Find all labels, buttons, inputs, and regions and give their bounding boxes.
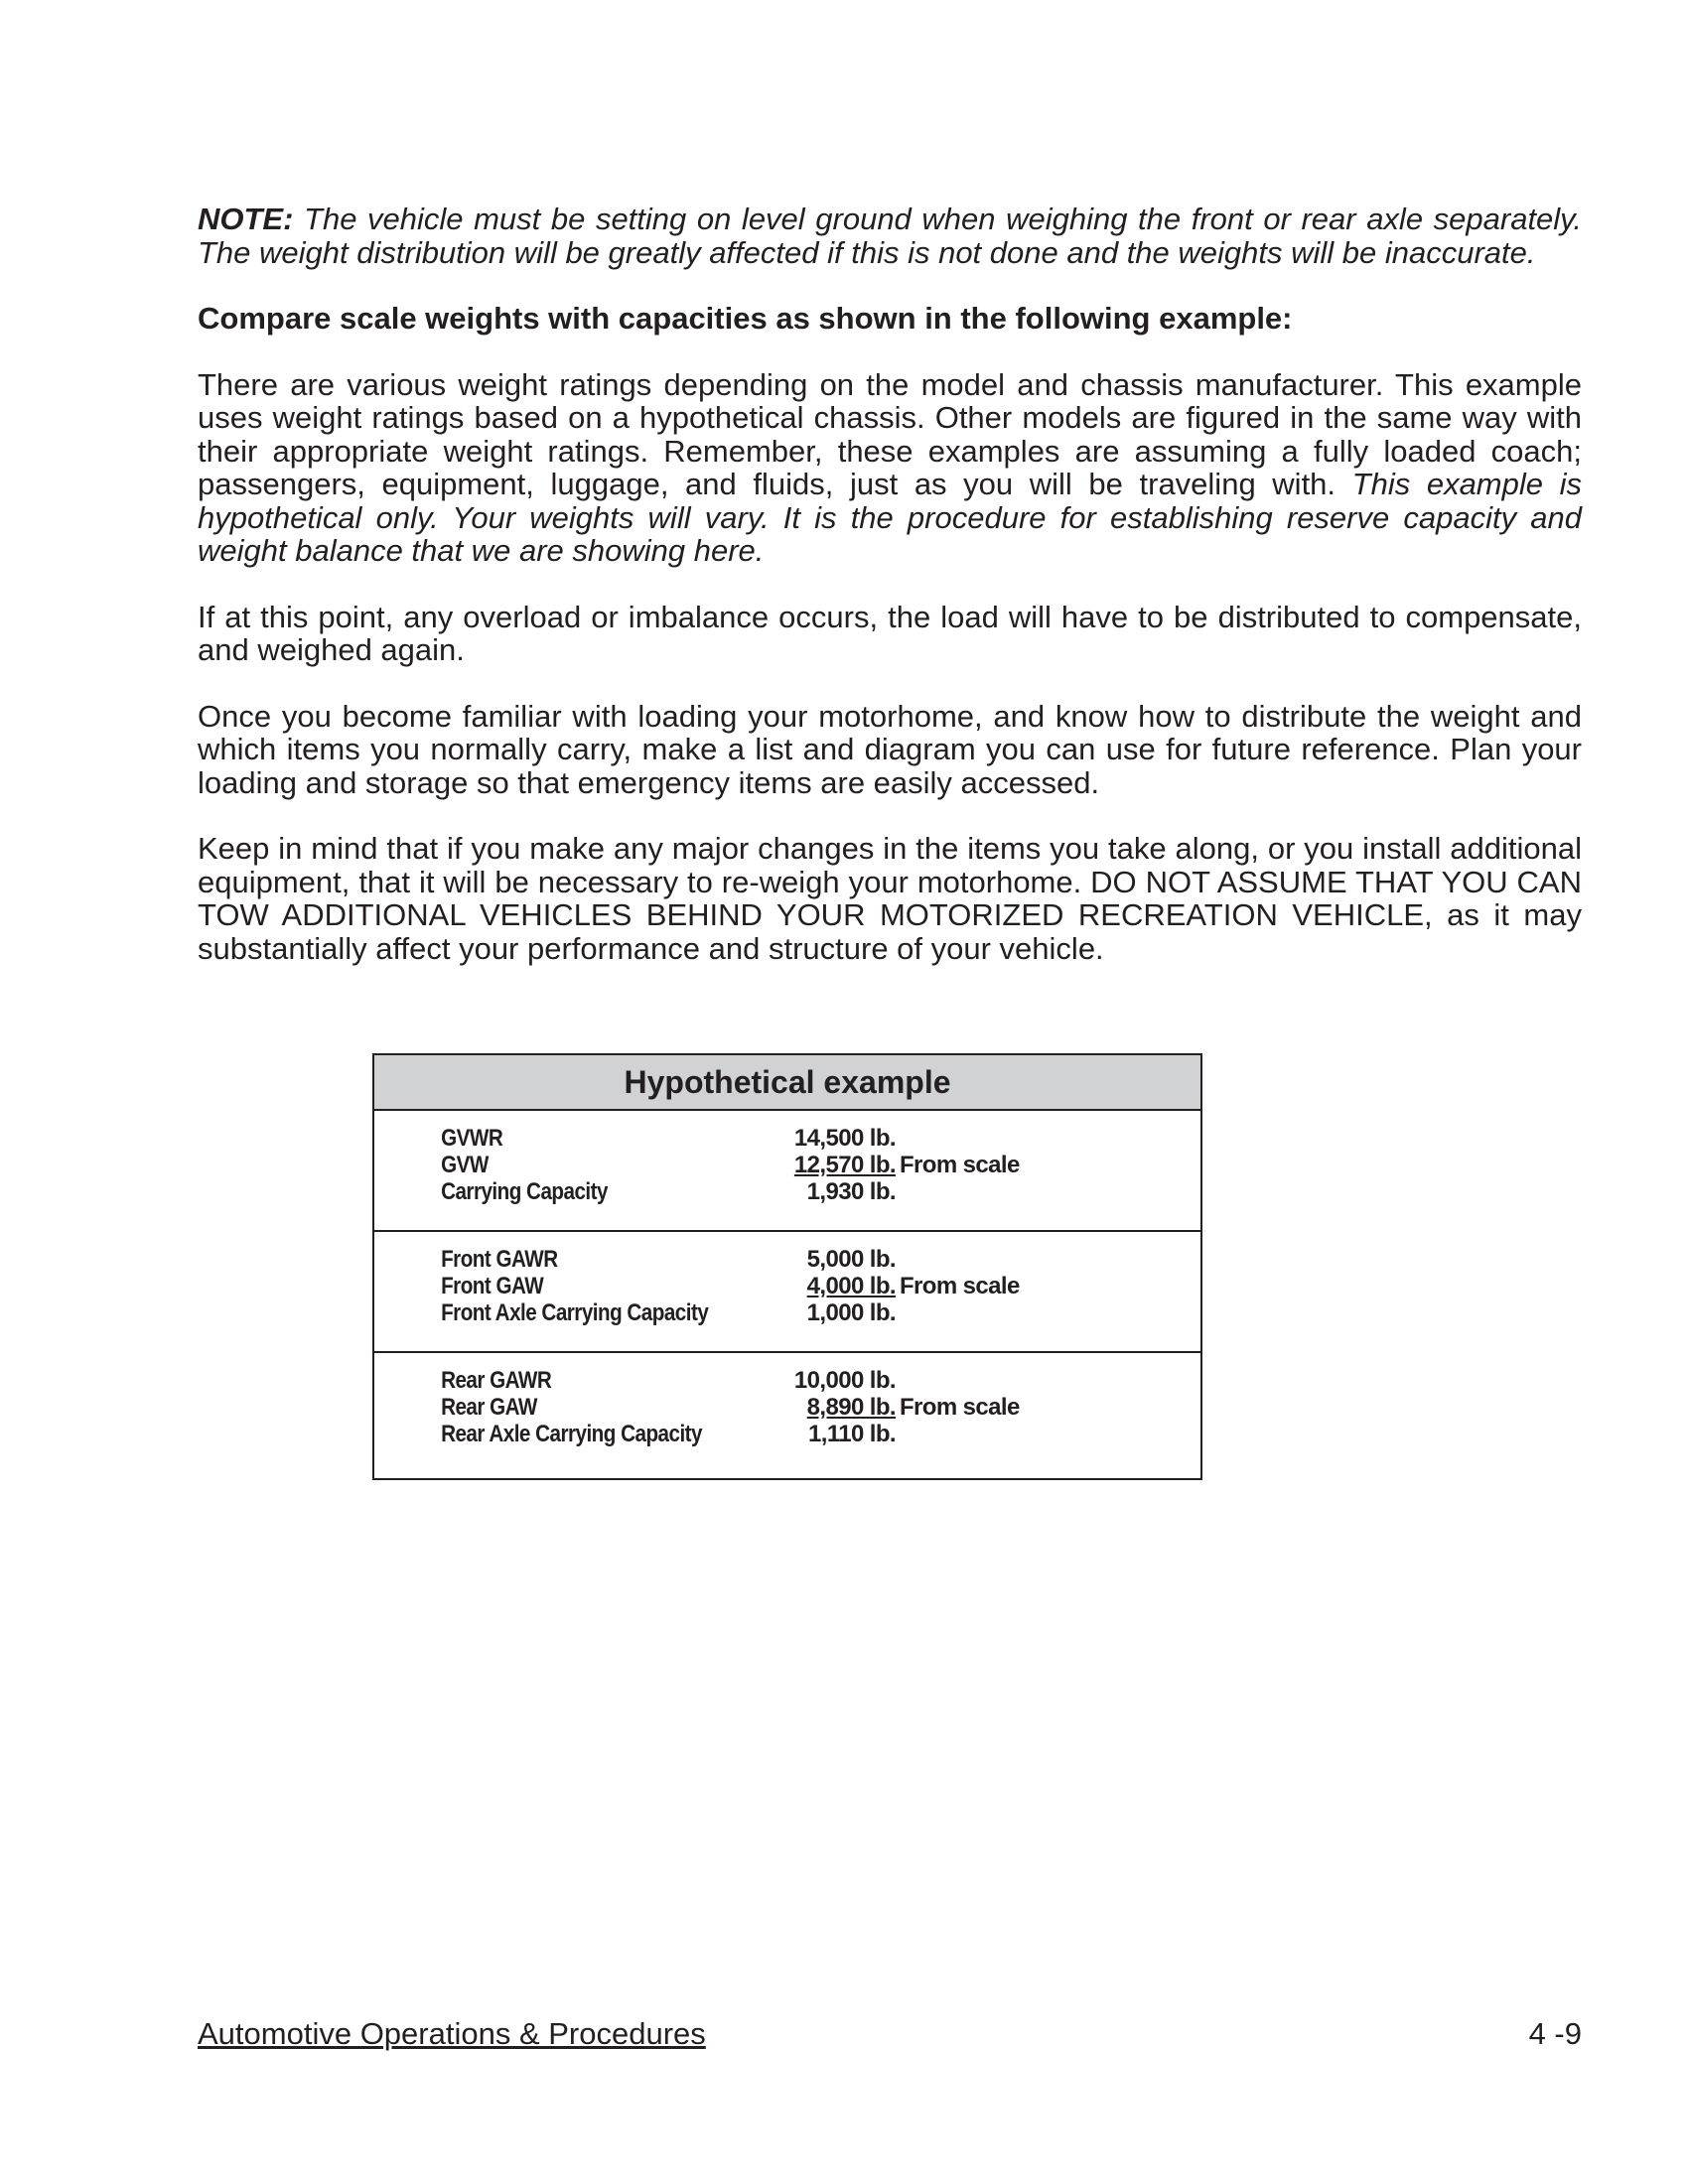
example-row-note: From scale bbox=[900, 1152, 1020, 1178]
example-row-label: GVWR bbox=[441, 1125, 503, 1152]
hypothetical-example-table bbox=[372, 1053, 1202, 1480]
example-row bbox=[374, 1125, 1200, 1152]
example-row-note: From scale bbox=[900, 1273, 1020, 1299]
example-row bbox=[374, 1421, 1200, 1447]
note-paragraph bbox=[198, 203, 1582, 269]
section-heading: Compare scale weights with capacities as shown in the following example: bbox=[198, 301, 1293, 336]
paragraph-overload: If at this point, any overload or imbalance occurs, the load will have to be distributed to compensate, and weighed again. bbox=[198, 599, 1582, 667]
example-group-gross bbox=[374, 1111, 1200, 1232]
paragraph-familiar: Once you become familiar with loading your motorhome, and know how to distribute the weight and which items you normally carry, make a list and diagram you can use for future reference. Plan your loading and storage so that emergency items are easily accessed. bbox=[198, 698, 1582, 800]
example-row-label: Rear Axle Carrying Capacity bbox=[441, 1421, 702, 1447]
note-text: The vehicle must be setting on level ground when weighing the front or rear axle separately. The weight distribution will be greatly affected if this is not done and the weights will be inaccurate. bbox=[198, 202, 1582, 270]
footer-section-title: Automotive Operations & Procedures bbox=[198, 2016, 706, 2051]
example-row-label: Carrying Capacity bbox=[441, 1178, 608, 1205]
example-row bbox=[374, 1178, 1200, 1205]
example-row-value: 12,570 lb. bbox=[793, 1152, 896, 1178]
example-row-value: 14,500 lb. bbox=[793, 1125, 896, 1152]
example-row-value: 4,000 lb. bbox=[806, 1273, 896, 1299]
example-group-rear bbox=[374, 1353, 1200, 1478]
page-number: 4 -9 bbox=[1528, 2016, 1582, 2051]
paragraph-weight-ratings-italic: This example is hypothetical only. Your weights will vary. It is the procedure for establishing reserve capacity and weight balance that we are showing here. bbox=[198, 467, 1583, 568]
example-row-value: 1,110 lb. bbox=[808, 1421, 896, 1447]
example-row-label: Rear GAW bbox=[441, 1394, 537, 1421]
example-table-title: Hypothetical example bbox=[374, 1055, 1200, 1111]
paragraph-weight-ratings-text: There are various weight ratings depending on the model and chassis manufacturer. This example uses weight ratings based on a hypothetical chassis. Other models are figured in the same way with their appropriate weight ratings. Remember, these examples are assuming a fully loaded coach; passengers, equipment, luggage, and fluids, just as you will be traveling with. bbox=[198, 366, 1582, 501]
example-row-label: Front GAWR bbox=[441, 1246, 558, 1273]
example-row-value: 1,000 lb. bbox=[806, 1299, 896, 1326]
example-row-note: From scale bbox=[900, 1394, 1020, 1421]
page-content bbox=[198, 203, 1582, 998]
example-row-label: Front Axle Carrying Capacity bbox=[441, 1299, 709, 1326]
example-row bbox=[374, 1299, 1200, 1326]
page-footer bbox=[198, 2016, 1582, 2052]
example-row-value: 8,890 lb. bbox=[806, 1394, 896, 1421]
example-row-value: 10,000 lb. bbox=[793, 1367, 896, 1394]
example-row bbox=[374, 1273, 1200, 1299]
example-row-value: 5,000 lb. bbox=[806, 1246, 896, 1273]
example-row bbox=[374, 1152, 1200, 1178]
note-label: NOTE: bbox=[198, 202, 294, 236]
example-row bbox=[374, 1394, 1200, 1421]
example-group-front bbox=[374, 1232, 1200, 1353]
example-row-label: GVW bbox=[441, 1152, 489, 1178]
example-row-value: 1,930 lb. bbox=[806, 1178, 896, 1205]
paragraph-keep-in-mind: Keep in mind that if you make any major changes in the items you take along, or you install additional equipment, that it will be necessary to re-weigh your motorhome. DO NOT ASSUME THAT YOU CAN TOW ADDITIONAL VEHICLES BEHIND YOUR MOTORIZED RECREATION VEHICLE, as it may substantially affect your performance and structure of your vehicle. bbox=[198, 831, 1582, 966]
example-row-label: Rear GAWR bbox=[441, 1367, 552, 1394]
example-row bbox=[374, 1367, 1200, 1394]
example-row bbox=[374, 1246, 1200, 1273]
paragraph-weight-ratings bbox=[198, 368, 1582, 568]
example-row-label: Front GAW bbox=[441, 1273, 544, 1299]
